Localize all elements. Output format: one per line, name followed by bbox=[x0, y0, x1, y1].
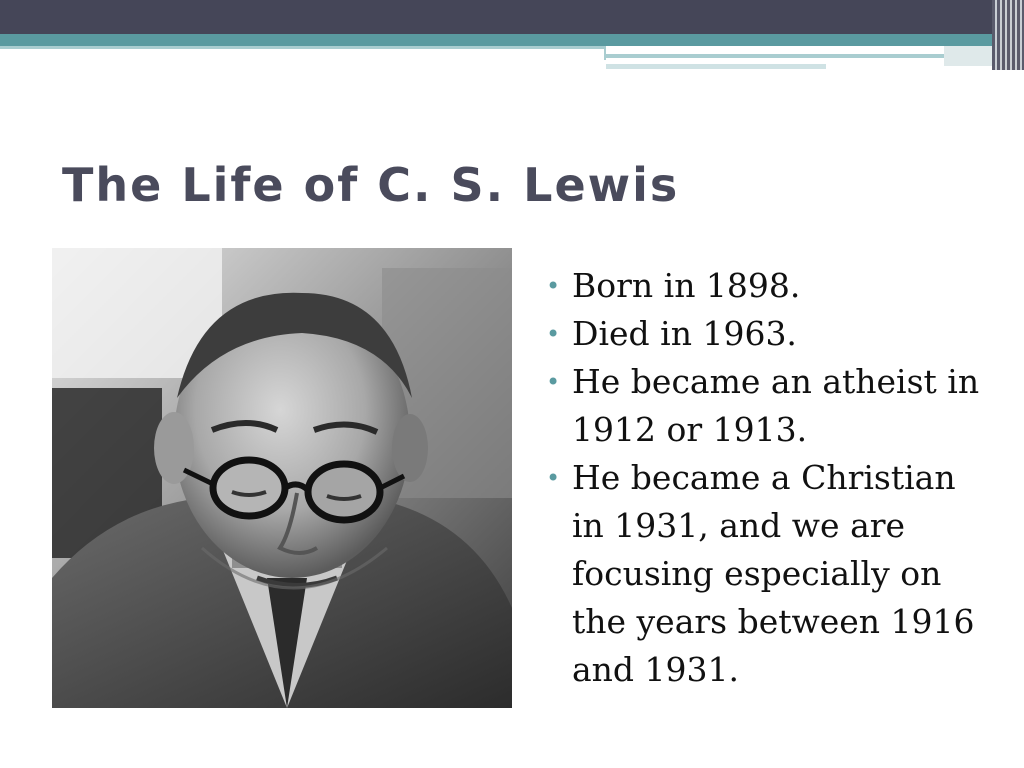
bullet-dot-icon: • bbox=[546, 464, 561, 492]
banner-step-line bbox=[606, 64, 826, 69]
bullet-item bbox=[546, 454, 986, 694]
slide-title: The Life of C. S. Lewis bbox=[62, 158, 680, 212]
bullet-item bbox=[546, 310, 986, 358]
bullet-text: He became a Christian in 1931, and we are focusing especially on the years between 1916 and 1931. bbox=[572, 458, 975, 689]
bullet-item bbox=[546, 358, 986, 454]
bullet-dot-icon: • bbox=[546, 272, 561, 300]
bullet-text: Died in 1963. bbox=[572, 314, 797, 353]
banner-corner bbox=[944, 46, 992, 66]
bullet-text: He became an atheist in 1912 or 1913. bbox=[572, 362, 980, 449]
bullet-dot-icon: • bbox=[546, 320, 561, 348]
banner-right-cap bbox=[992, 0, 1024, 70]
portrait-photo bbox=[52, 248, 512, 708]
banner-dark-stripe bbox=[0, 0, 1024, 34]
banner-teal-stripe bbox=[0, 34, 1024, 46]
bullet-dot-icon: • bbox=[546, 368, 561, 396]
banner-step-line bbox=[606, 54, 946, 58]
bullet-item bbox=[546, 262, 986, 310]
banner-light-stripe bbox=[0, 46, 604, 49]
bullet-text: Born in 1898. bbox=[572, 266, 801, 305]
bullet-list bbox=[546, 262, 986, 694]
